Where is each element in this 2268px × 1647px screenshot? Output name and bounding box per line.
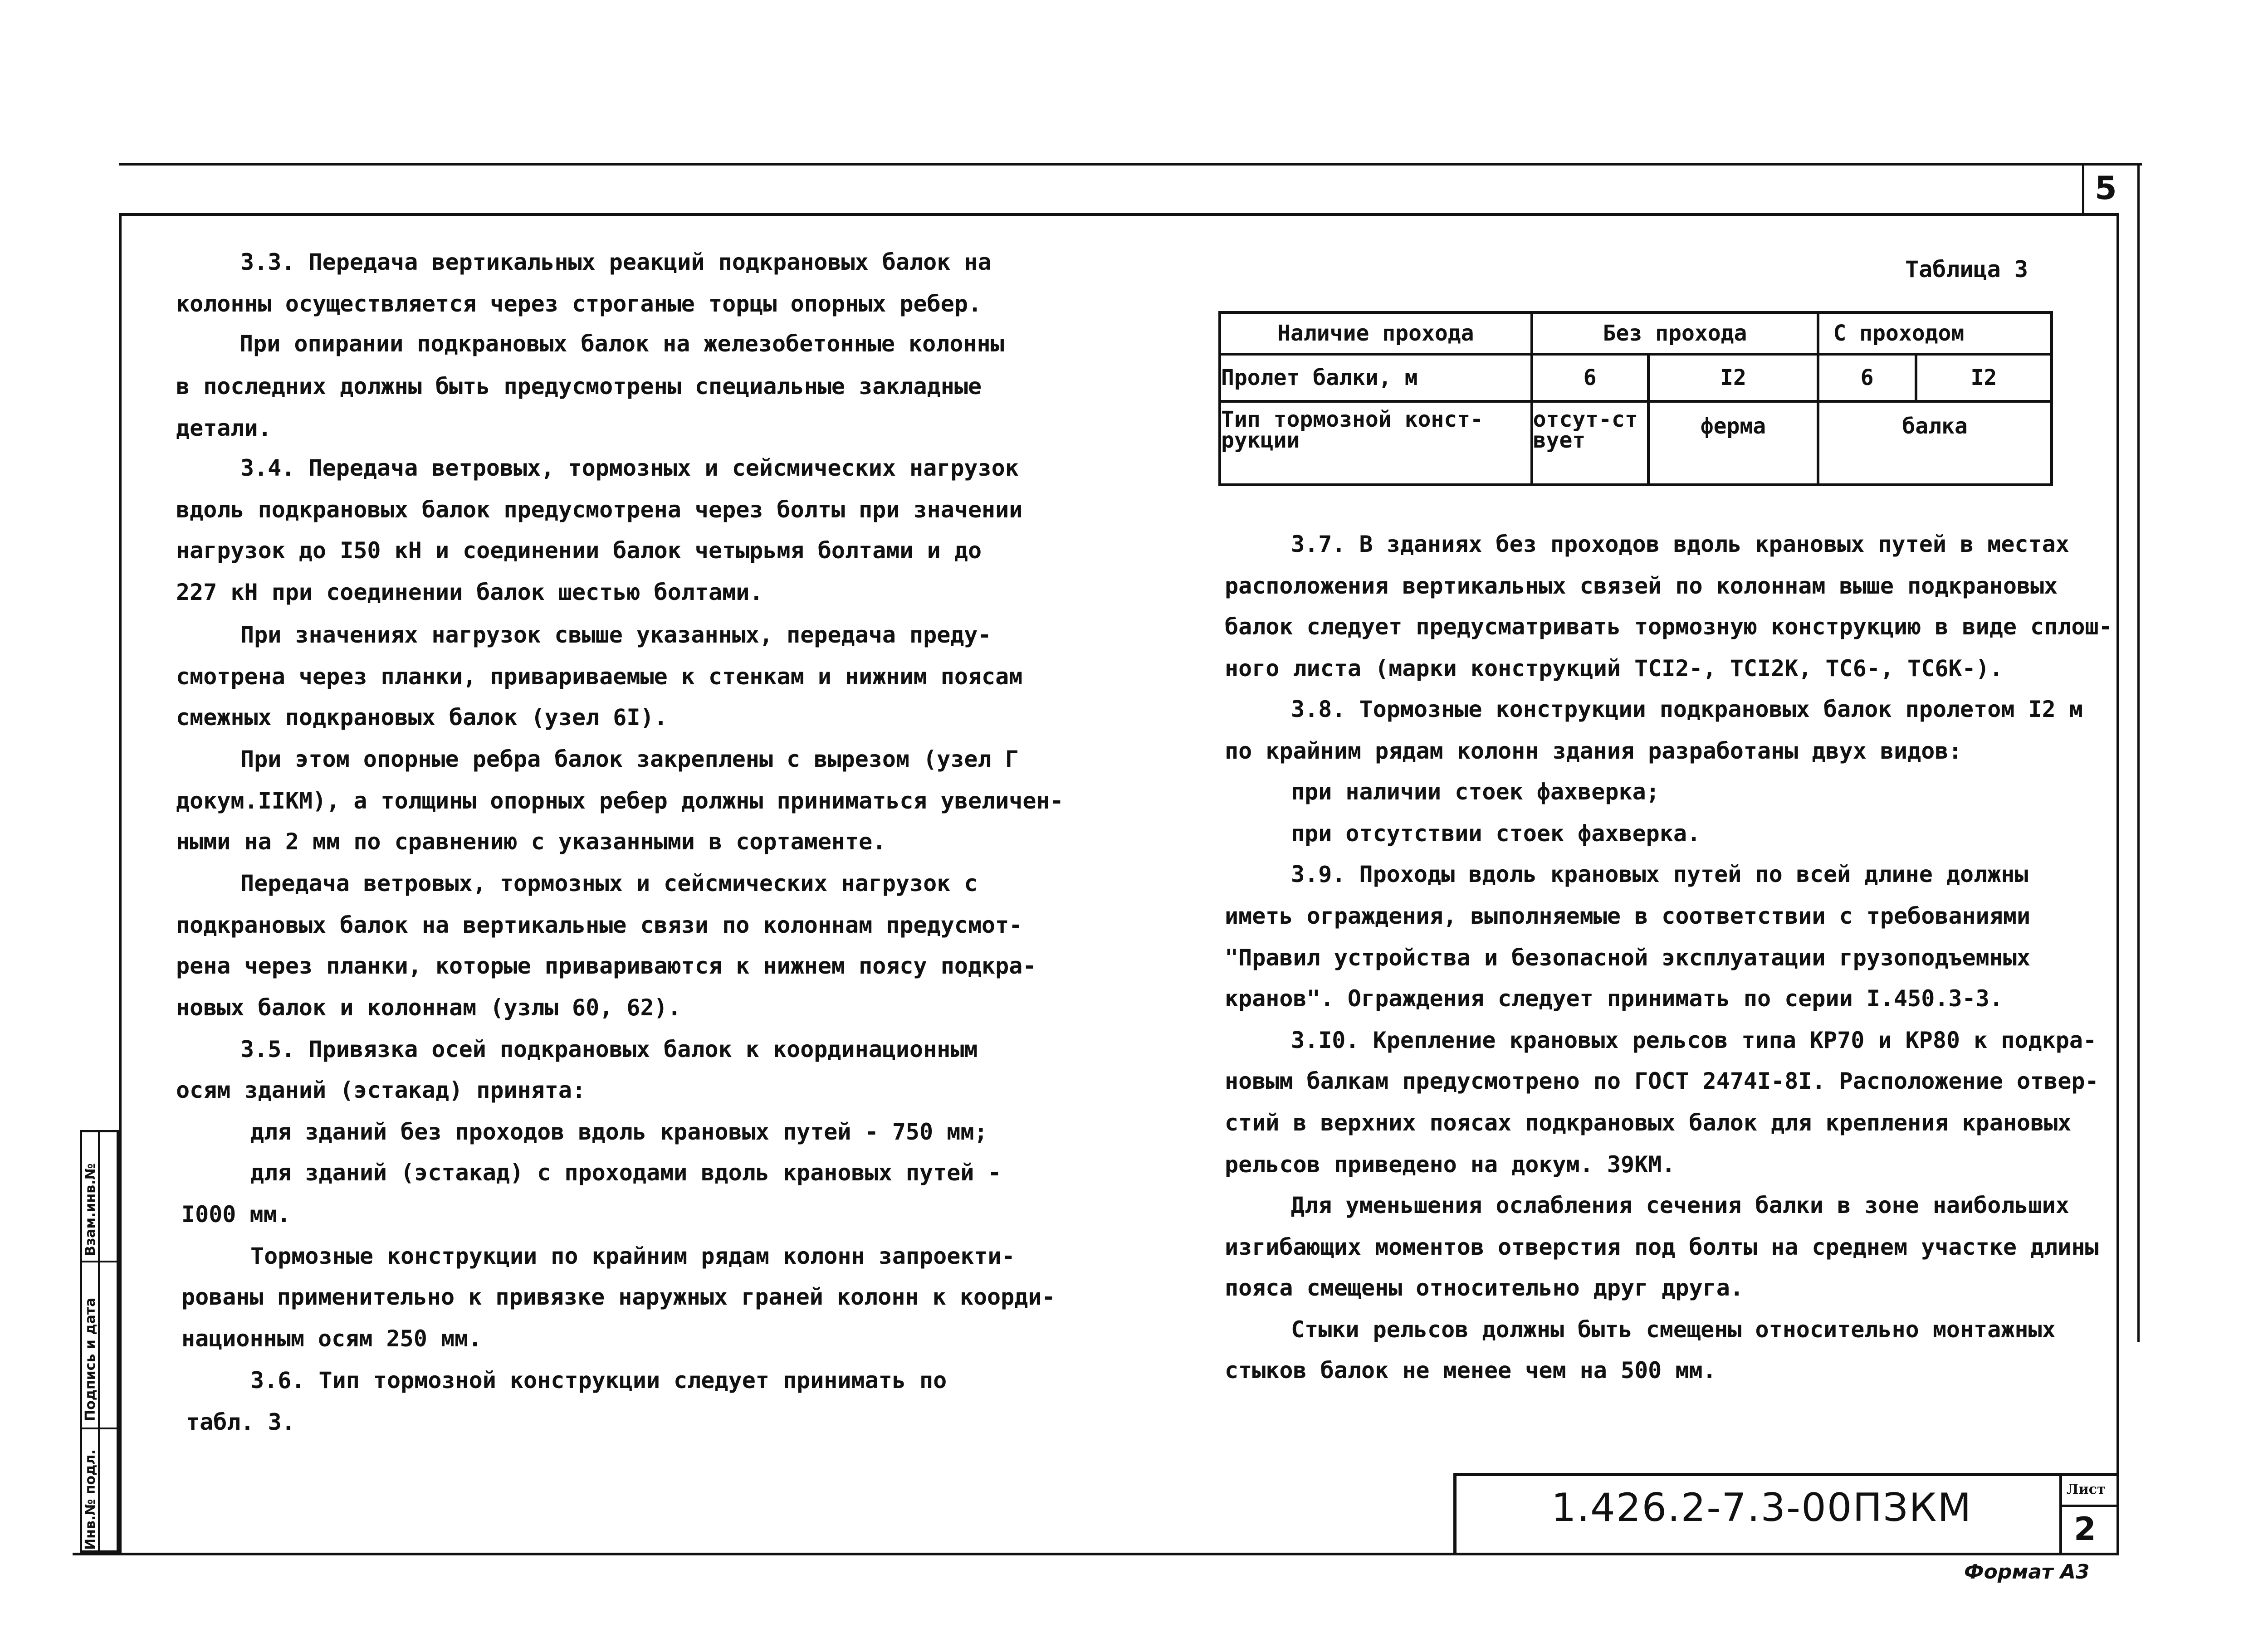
table-row xyxy=(1220,401,2052,485)
table-cell: балка xyxy=(1818,401,2052,485)
table-row xyxy=(1220,312,2052,354)
para-3-4-line-3: нагрузок до I50 кН и соединении балок четырьмя болтами и до xyxy=(176,537,982,564)
para-3-9-line-4: кранов". Ограждения следует принимать по серии I.450.3-3. xyxy=(1225,985,2003,1012)
margin-stamp-rule-1 xyxy=(80,1261,119,1262)
margin-label-inv: Инв.№ подл. xyxy=(83,1449,98,1550)
table-cell: Без прохода xyxy=(1532,312,1818,354)
table-cell: Пролет балки, м xyxy=(1220,354,1532,401)
frame-left xyxy=(119,213,122,1555)
table-cell: отсут-ствует xyxy=(1532,401,1648,485)
table-cell: I2 xyxy=(1916,354,2052,401)
para-3-3-line-4: в последних должны быть предусмотрены специальные закладные xyxy=(176,373,982,400)
para-3-10-line-5: Для уменьшения ослабления сечения балки в зоне наибольших xyxy=(1291,1192,2069,1218)
para-3-4-line-12: подкрановых балок на вертикальные связи по колоннам предусмот- xyxy=(176,912,1023,938)
para-3-7-line-1: 3.7. В зданиях без проходов вдоль крановых путей в местах xyxy=(1291,531,2069,557)
para-3-4-line-10: ными на 2 мм по сравнению с указанными в сортаменте. xyxy=(176,828,886,855)
title-block-divider xyxy=(2059,1473,2062,1555)
para-3-10-line-7: пояса смещены относительно друг друга. xyxy=(1225,1275,1744,1301)
para-3-3-line-1: 3.3. Передача вертикальных реакций подкрановых балок на xyxy=(240,249,992,275)
para-3-9-line-3: "Правил устройства и безопасной эксплуатации грузоподъемных xyxy=(1225,945,2031,971)
para-3-5-line-8: национным осям 250 мм. xyxy=(181,1325,482,1352)
para-3-3-line-2: колонны осуществляется через строганые торцы опорных ребер. xyxy=(176,291,982,317)
para-3-4-line-11: Передача ветровых, тормозных и сейсмических нагрузок с xyxy=(240,870,978,897)
para-3-5-line-2: осям зданий (эстакад) принята: xyxy=(176,1077,586,1103)
para-3-10-line-2: новым балкам предусмотрено по ГОСТ 2474I-8I. Расположение отвер- xyxy=(1225,1068,2099,1094)
para-3-4-line-5: При значениях нагрузок свыше указанных, передача преду- xyxy=(240,622,992,648)
frame-top xyxy=(119,213,2119,216)
table-cell: Тип тормозной конст-рукции xyxy=(1220,401,1532,485)
table-caption: Таблица 3 xyxy=(1905,256,2028,283)
frame-right xyxy=(2116,213,2119,1555)
margin-label-sign: Подпись и дата xyxy=(83,1297,98,1421)
document-code: 1.426.2-7.3-00ПЗКМ xyxy=(1551,1485,1972,1530)
para-3-4-line-1: 3.4. Передача ветровых, тормозных и сейсмических нагрузок xyxy=(240,455,1019,481)
para-3-6-line-2: табл. 3. xyxy=(186,1409,295,1435)
table-cell: Наличие прохода xyxy=(1220,312,1532,354)
table-cell: 6 xyxy=(1818,354,1916,401)
para-3-10-line-4: рельсов приведено на докум. 39КМ. xyxy=(1225,1151,1676,1178)
para-3-5-line-3: для зданий без проходов вдоль крановых путей - 750 мм; xyxy=(250,1119,988,1145)
para-3-5-line-4: для зданий (эстакад) с проходами вдоль крановых путей - xyxy=(250,1160,1002,1186)
para-3-6-line-1: 3.6. Тип тормозной конструкции следует принимать по xyxy=(250,1367,947,1394)
para-3-10-line-9: стыков балок не менее чем на 500 мм. xyxy=(1225,1357,1716,1384)
para-3-9-line-1: 3.9. Проходы вдоль крановых путей по всей длине должны xyxy=(1291,861,2028,887)
para-3-10-line-1: 3.I0. Крепление крановых рельсов типа КР70 и КР80 к подкра- xyxy=(1291,1027,2097,1053)
format-label: Формат А3 xyxy=(1964,1560,2090,1584)
sheet-number: 2 xyxy=(2074,1511,2096,1548)
para-3-10-line-6: изгибающих моментов отверстия под болты на среднем участке длины xyxy=(1225,1234,2099,1260)
para-3-4-line-13: рена через планки, которые привариваются к нижнем поясу подкра- xyxy=(176,953,1036,979)
para-3-8-line-2: по крайним рядам колонн здания разработаны двух видов: xyxy=(1225,738,1962,764)
para-3-4-line-7: смежных подкрановых балок (узел 6I). xyxy=(176,704,668,731)
para-3-4-line-14: новых балок и колоннам (узлы 60, 62). xyxy=(176,994,681,1021)
margin-stamp-rule-2 xyxy=(80,1428,119,1429)
para-3-5-line-1: 3.5. Привязка осей подкрановых балок к координационным xyxy=(240,1036,978,1062)
table-row xyxy=(1220,354,2052,401)
para-3-4-line-6: смотрена через планки, привариваемые к стенкам и нижним поясам xyxy=(176,663,1023,690)
para-3-4-line-8: При этом опорные ребра балок закреплены с вырезом (узел Г xyxy=(240,746,1019,772)
para-3-7-line-3: балок следует предусматривать тормозную конструкцию в виде сплош- xyxy=(1225,614,2112,640)
para-3-8-line-1: 3.8. Тормозные конструкции подкрановых балок пролетом I2 м xyxy=(1291,696,2083,722)
table-3 xyxy=(1218,311,2053,486)
para-3-3-line-3: При опирании подкрановых балок на железобетонные колонны xyxy=(240,331,1004,357)
para-3-4-line-2: вдоль подкрановых балок предусмотрена через болты при значении xyxy=(176,497,1023,523)
para-3-4-line-4: 227 кН при соединении балок шестью болтами. xyxy=(176,579,763,605)
para-3-9-line-2: иметь ограждения, выполняемые в соответствии с требованиями xyxy=(1225,903,2031,929)
para-3-8-line-3: при наличии стоек фахверка; xyxy=(1291,779,1660,805)
para-3-4-line-9: докум.IIКМ), а толщины опорных ребер должны приниматься увеличен- xyxy=(176,788,1064,814)
margin-label-vzam: Взам.инв.№ xyxy=(83,1163,98,1256)
para-3-3-line-5: детали. xyxy=(176,415,272,441)
para-3-7-line-2: расположения вертикальных связей по колоннам выше подкрановых xyxy=(1225,573,2058,599)
table-cell: С проходом xyxy=(1818,312,2052,354)
para-3-7-line-4: ного листа (марки конструкций ТСI2-, ТСI2К, ТС6-, ТС6К-). xyxy=(1225,655,2003,682)
table-cell: ферма xyxy=(1648,401,1818,485)
para-3-5-line-7: рованы применительно к привязке наружных граней колонн к коорди- xyxy=(181,1284,1056,1310)
para-3-5-line-6: Тормозные конструкции по крайним рядам колонн запроекти- xyxy=(250,1243,1015,1269)
para-3-10-line-8: Стыки рельсов должны быть смещены относительно монтажных xyxy=(1291,1316,2056,1343)
para-3-10-line-3: стий в верхних поясах подкрановых балок для крепления крановых xyxy=(1225,1110,2072,1136)
sheet-label: Лист xyxy=(2067,1481,2106,1497)
frame-right-outer xyxy=(2137,163,2140,1342)
page-number: 5 xyxy=(2095,170,2117,207)
table-cell: I2 xyxy=(1648,354,1818,401)
para-3-8-line-4: при отсутствии стоек фахверка. xyxy=(1291,820,1701,847)
table-cell: 6 xyxy=(1532,354,1648,401)
top-rule xyxy=(119,163,2142,166)
para-3-5-line-5: I000 мм. xyxy=(181,1201,291,1228)
